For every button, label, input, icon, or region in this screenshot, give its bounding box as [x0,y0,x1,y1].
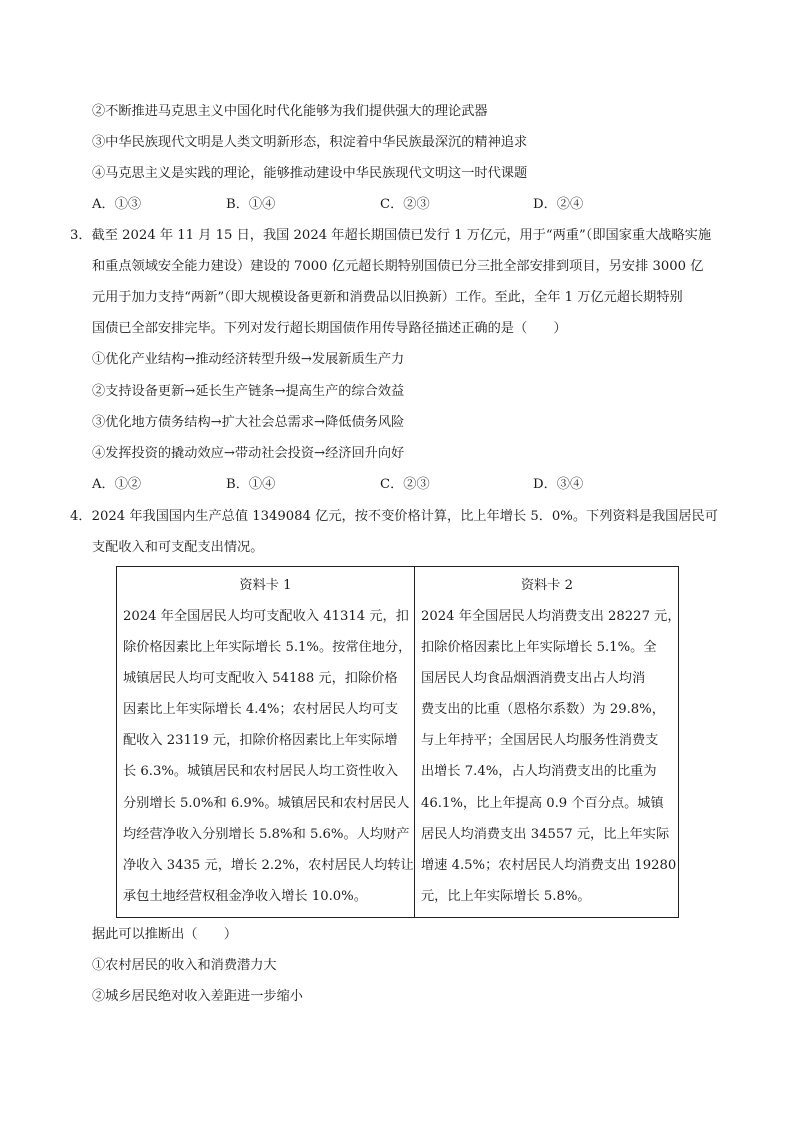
card-2-line: 元，比上年实际增长 5.8%。 [421,889,591,904]
card-2-line: 费支出的比重（恩格尔系数）为 29.8%， [421,702,665,717]
q3-statement-2: ②支持设备更新→延长生产链条→提高生产的综合效益 [92,384,405,399]
card-1-line: 2024 年全国居民人均可支配收入 41314 元，扣 [123,609,409,624]
q2-statement-2: ②不断推进马克思主义中国化时代化能够为我们提供强大的理论武器 [92,104,488,119]
card-1-line: 净收入 3435 元，增长 2.2%，农村居民人均转让 [123,858,414,873]
q3-option-a[interactable]: A．①② [92,477,142,492]
card-1 [117,567,414,917]
q3-stem-line-3: 元用于加力支持“两新”（即大规模设备更新和消费品以旧换新）工作。至此，全年 1 万亿元超长期特别 [92,290,683,305]
card-1-line: 承包土地经营权租金净收入增长 10.0%。 [123,889,367,904]
q2-option-b[interactable]: B．①④ [226,197,276,212]
card-2-line: 出增长 7.4%，占人均消费支出的比重为 [421,764,657,779]
card-1-line: 除价格因素比上年实际增长 5.1%。按常住地分， [123,640,412,655]
q2-statement-3: ③中华民族现代文明是人类文明新形态，积淀着中华民族最深沉的精神追求 [92,135,528,150]
q3-stem-line-1: 3．截至 2024 年 11 月 15 日，我国 2024 年超长期国债已发行 1 万亿元，用于“两重”（即国家重大战略实施 [70,228,712,243]
q4-inference-prompt: 据此可以推断出（ ） [92,927,238,942]
card-2 [415,567,679,917]
card-2-line: 46.1%，比上年提高 0.9 个百分点。城镇 [421,796,664,811]
card-2-line: 国居民人均食品烟酒消费支出占人均消 [421,671,646,686]
q3-statement-1: ①优化产业结构→推动经济转型升级→发展新质生产力 [92,352,405,367]
q3-stem-line-2: 和重点领域安全能力建设）建设的 7000 亿元超长期特别国债已分三批全部安排到项目，另安排 3000 亿 [92,259,704,274]
card-2-line: 居民人均消费支出 34557 元，比上年实际 [421,827,670,842]
card-2-line: 2024 年全国居民人均消费支出 28227 元， [421,609,681,624]
q2-options [92,195,692,215]
q4-statement-2: ②城乡居民绝对收入差距进一步缩小 [92,989,303,1004]
q2-option-c[interactable]: C．②③ [380,197,430,212]
q3-statement-4: ④发挥投资的撬动效应→带动社会投资→经济回升向好 [92,446,405,461]
q4-statement-1: ①农村居民的收入和消费潜力大 [92,958,277,973]
card-1-title: 资料卡 1 [239,578,292,593]
card-1-line: 均经营净收入分别增长 5.8%和 5.6%。人均财产 [123,827,410,842]
card-1-line: 配收入 23119 元，扣除价格因素比上年实际增 [123,733,398,748]
q2-statement-4: ④马克思主义是实践的理论，能够推动建设中华民族现代文明这一时代课题 [92,166,528,181]
card-2-title: 资料卡 2 [520,578,574,593]
q4-stem-line-2: 支配收入和可支配支出情况。 [92,540,264,555]
q3-stem-line-4: 国债已全部安排完毕。下列对发行超长期国债作用传导路径描述正确的是（ ） [92,321,567,336]
q4-stem-line-1: 4．2024 年我国国内生产总值 1349084 亿元，按不变价格计算，比上年增长 5．0%。下列资料是我国居民可 [70,509,718,524]
q3-option-b[interactable]: B．①④ [226,477,276,492]
card-1-line: 城镇居民人均可支配收入 54188 元，扣除价格 [123,671,398,686]
card-2-line: 增速 4.5%；农村居民人均消费支出 19280 [421,858,677,873]
q3-statement-3: ③优化地方债务结构→扩大社会总需求→降低债务风险 [92,415,405,430]
data-card-table [116,566,679,918]
card-1-line: 分别增长 5.0%和 6.9%。城镇居民和农村居民人 [123,796,410,811]
card-1-line: 长 6.3%。城镇居民和农村居民人均工资性收入 [123,764,399,779]
card-2-line: 扣除价格因素比上年实际增长 5.1%。全 [421,640,657,655]
card-1-line: 因素比上年实际增长 4.4%；农村居民人均可支 [123,702,399,717]
card-2-line: 与上年持平；全国居民人均服务性消费支 [421,733,659,748]
q3-options [92,475,692,495]
q3-option-d[interactable]: D．③④ [533,477,584,492]
q2-option-d[interactable]: D．②④ [533,197,584,212]
q2-option-a[interactable]: A．①③ [92,197,142,212]
q3-option-c[interactable]: C．②③ [380,477,430,492]
